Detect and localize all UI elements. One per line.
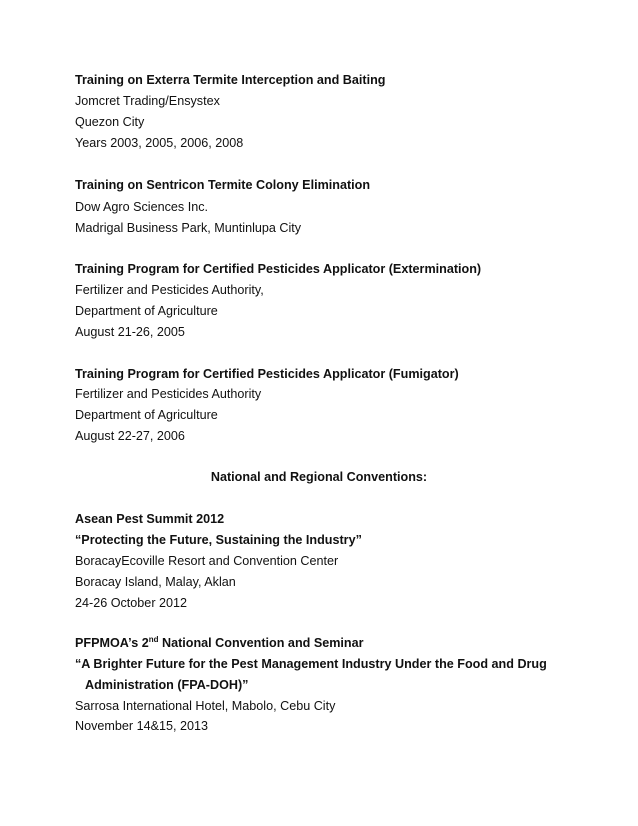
section-title: Training Program for Certified Pesticides Applicator (Extermination) bbox=[75, 262, 482, 276]
convention-line: BoracayEcoville Resort and Convention Center bbox=[75, 554, 339, 568]
convention-title: Asean Pest Summit 2012 bbox=[75, 512, 225, 526]
ordinal-suffix: nd bbox=[148, 634, 159, 644]
section-line: Department of Agriculture bbox=[75, 304, 218, 318]
convention-theme: “Protecting the Future, Sustaining the Industry” bbox=[75, 533, 362, 547]
convention-title-post: National Convention and Seminar bbox=[158, 636, 364, 650]
conventions-heading: National and Regional Conventions: bbox=[210, 470, 428, 484]
section-line: August 22-27, 2006 bbox=[75, 429, 185, 443]
convention-line: 24-26 October 2012 bbox=[75, 596, 188, 610]
convention-theme: “A Brighter Future for the Pest Management Industry Under the Food and Drug bbox=[75, 657, 547, 671]
section-line: Fertilizer and Pesticides Authority bbox=[75, 387, 262, 401]
convention-line: Boracay Island, Malay, Aklan bbox=[75, 575, 236, 589]
section-line: Quezon City bbox=[75, 115, 145, 129]
convention-theme-continued: Administration (FPA-DOH)” bbox=[85, 678, 249, 692]
section-line: Department of Agriculture bbox=[75, 408, 218, 422]
section-title: Training on Sentricon Termite Colony Elimination bbox=[75, 178, 371, 192]
convention-line: Sarrosa International Hotel, Mabolo, Cebu City bbox=[75, 699, 336, 713]
convention-title bbox=[75, 635, 364, 651]
section-title: Training Program for Certified Pesticides Applicator (Fumigator) bbox=[75, 367, 459, 381]
section-line: Years 2003, 2005, 2006, 2008 bbox=[75, 136, 244, 150]
section-line: August 21-26, 2005 bbox=[75, 325, 185, 339]
convention-line: November 14&15, 2013 bbox=[75, 719, 209, 733]
section-title: Training on Exterra Termite Interception and Baiting bbox=[75, 73, 386, 87]
section-line: Madrigal Business Park, Muntinlupa City bbox=[75, 221, 302, 235]
section-line: Fertilizer and Pesticides Authority, bbox=[75, 283, 264, 297]
section-line: Jomcret Trading/Ensystex bbox=[75, 94, 220, 108]
convention-title-pre: PFPMOA’s 2 bbox=[75, 636, 149, 650]
section-line: Dow Agro Sciences Inc. bbox=[75, 200, 208, 214]
